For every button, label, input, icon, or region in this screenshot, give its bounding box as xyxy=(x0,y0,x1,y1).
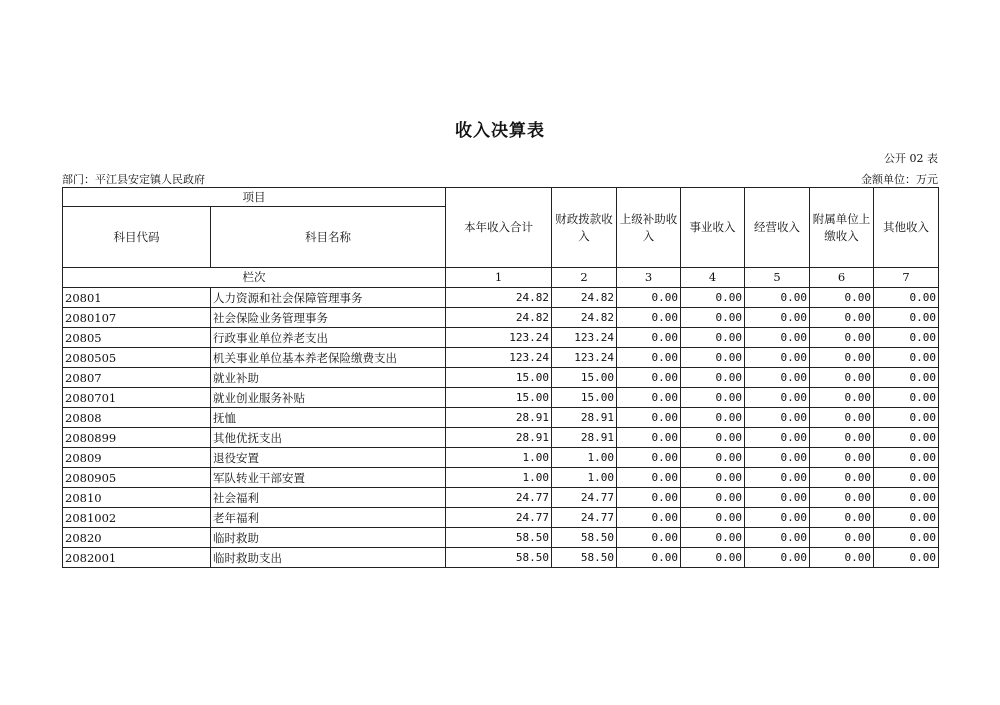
amount-cell: 1.00 xyxy=(552,448,617,468)
table-row xyxy=(63,408,939,428)
amount-cell: 0.00 xyxy=(681,288,745,308)
amount-cell: 58.50 xyxy=(552,528,617,548)
amount-cell: 0.00 xyxy=(745,328,810,348)
amount-cell: 0.00 xyxy=(874,368,939,388)
subject-code: 20810 xyxy=(63,488,211,508)
amount-cell: 0.00 xyxy=(745,528,810,548)
subject-name: 社会福利 xyxy=(211,488,446,508)
subject-name: 抚恤 xyxy=(211,408,446,428)
amount-cell: 0.00 xyxy=(810,288,874,308)
amount-cell: 28.91 xyxy=(446,408,552,428)
amount-cell: 15.00 xyxy=(446,388,552,408)
table-row xyxy=(63,548,939,568)
amount-cell: 0.00 xyxy=(745,488,810,508)
amount-cell: 0.00 xyxy=(745,288,810,308)
amount-cell: 0.00 xyxy=(810,328,874,348)
amount-cell: 0.00 xyxy=(617,408,681,428)
subject-code: 2081002 xyxy=(63,508,211,528)
subject-name: 人力资源和社会保障管理事务 xyxy=(211,288,446,308)
amount-cell: 0.00 xyxy=(745,308,810,328)
amount-cell: 0.00 xyxy=(681,468,745,488)
subject-code: 20801 xyxy=(63,288,211,308)
form-number: 公开 02 表 xyxy=(884,152,938,165)
subject-code: 20808 xyxy=(63,408,211,428)
amount-cell: 0.00 xyxy=(874,328,939,348)
amount-cell: 0.00 xyxy=(617,528,681,548)
subject-name: 就业补助 xyxy=(211,368,446,388)
table-row xyxy=(63,508,939,528)
amount-cell: 0.00 xyxy=(745,428,810,448)
amount-cell: 15.00 xyxy=(552,368,617,388)
amount-cell: 0.00 xyxy=(617,468,681,488)
col-number: 6 xyxy=(810,268,874,288)
amount-cell: 0.00 xyxy=(810,428,874,448)
amount-cell: 0.00 xyxy=(810,388,874,408)
subject-name: 其他优抚支出 xyxy=(211,428,446,448)
header-business: 事业收入 xyxy=(681,188,745,268)
amount-cell: 0.00 xyxy=(874,448,939,468)
subject-code: 2080107 xyxy=(63,308,211,328)
amount-cell: 0.00 xyxy=(874,428,939,448)
table-row xyxy=(63,448,939,468)
header-code: 科目代码 xyxy=(63,207,211,268)
amount-cell: 0.00 xyxy=(874,528,939,548)
amount-cell: 0.00 xyxy=(617,448,681,468)
amount-cell: 0.00 xyxy=(745,408,810,428)
amount-cell: 0.00 xyxy=(681,488,745,508)
amount-cell: 0.00 xyxy=(617,288,681,308)
table-row xyxy=(63,288,939,308)
income-report-table xyxy=(62,187,939,568)
amount-cell: 0.00 xyxy=(617,308,681,328)
amount-cell: 0.00 xyxy=(745,508,810,528)
amount-cell: 0.00 xyxy=(745,388,810,408)
col-number: 2 xyxy=(552,268,617,288)
subject-name: 就业创业服务补贴 xyxy=(211,388,446,408)
table-row xyxy=(63,348,939,368)
subject-code: 2080701 xyxy=(63,388,211,408)
table-row xyxy=(63,528,939,548)
amount-cell: 0.00 xyxy=(745,448,810,468)
amount-cell: 0.00 xyxy=(681,528,745,548)
col-number: 1 xyxy=(446,268,552,288)
amount-cell: 0.00 xyxy=(681,388,745,408)
header-other: 其他收入 xyxy=(874,188,939,268)
amount-cell: 0.00 xyxy=(810,348,874,368)
amount-cell: 0.00 xyxy=(681,308,745,328)
amount-cell: 24.77 xyxy=(552,488,617,508)
table-row xyxy=(63,308,939,328)
subject-code: 2080905 xyxy=(63,468,211,488)
amount-cell: 123.24 xyxy=(552,328,617,348)
amount-cell: 0.00 xyxy=(681,348,745,368)
amount-cell: 0.00 xyxy=(745,368,810,388)
amount-cell: 0.00 xyxy=(874,308,939,328)
amount-cell: 58.50 xyxy=(552,548,617,568)
amount-cell: 0.00 xyxy=(617,548,681,568)
table-row xyxy=(63,328,939,348)
amount-cell: 0.00 xyxy=(810,308,874,328)
amount-cell: 123.24 xyxy=(446,328,552,348)
table-row xyxy=(63,368,939,388)
amount-cell: 0.00 xyxy=(810,368,874,388)
col-number: 5 xyxy=(745,268,810,288)
subject-name: 机关事业单位基本养老保险缴费支出 xyxy=(211,348,446,368)
header-operating: 经营收入 xyxy=(745,188,810,268)
amount-cell: 0.00 xyxy=(681,508,745,528)
amount-cell: 0.00 xyxy=(874,508,939,528)
amount-cell: 28.91 xyxy=(446,428,552,448)
amount-cell: 15.00 xyxy=(552,388,617,408)
subject-code: 2080505 xyxy=(63,348,211,368)
table-row xyxy=(63,388,939,408)
amount-cell: 1.00 xyxy=(446,468,552,488)
amount-cell: 58.50 xyxy=(446,548,552,568)
amount-cell: 0.00 xyxy=(874,488,939,508)
amount-cell: 58.50 xyxy=(446,528,552,548)
subject-code: 2080899 xyxy=(63,428,211,448)
amount-cell: 0.00 xyxy=(617,348,681,368)
amount-cell: 24.82 xyxy=(552,308,617,328)
amount-cell: 0.00 xyxy=(810,448,874,468)
amount-cell: 15.00 xyxy=(446,368,552,388)
amount-cell: 24.77 xyxy=(552,508,617,528)
subject-name: 临时救助支出 xyxy=(211,548,446,568)
subject-code: 20820 xyxy=(63,528,211,548)
amount-cell: 0.00 xyxy=(810,508,874,528)
amount-cell: 0.00 xyxy=(617,508,681,528)
amount-cell: 24.82 xyxy=(446,288,552,308)
amount-cell: 0.00 xyxy=(810,468,874,488)
amount-cell: 123.24 xyxy=(552,348,617,368)
amount-cell: 0.00 xyxy=(681,408,745,428)
col-number: 3 xyxy=(617,268,681,288)
amount-cell: 0.00 xyxy=(681,428,745,448)
amount-cell: 0.00 xyxy=(810,408,874,428)
amount-cell: 24.77 xyxy=(446,508,552,528)
subject-code: 2082001 xyxy=(63,548,211,568)
amount-cell: 0.00 xyxy=(745,468,810,488)
amount-cell: 0.00 xyxy=(810,528,874,548)
amount-cell: 24.82 xyxy=(446,308,552,328)
amount-cell: 0.00 xyxy=(874,548,939,568)
amount-cell: 0.00 xyxy=(810,488,874,508)
amount-cell: 0.00 xyxy=(681,368,745,388)
amount-unit-label: 金额单位：万元 xyxy=(861,173,938,186)
amount-cell: 1.00 xyxy=(446,448,552,468)
header-superior: 上级补助收入 xyxy=(617,188,681,268)
amount-cell: 28.91 xyxy=(552,408,617,428)
subject-name: 行政事业单位养老支出 xyxy=(211,328,446,348)
amount-cell: 0.00 xyxy=(874,388,939,408)
subject-name: 社会保险业务管理事务 xyxy=(211,308,446,328)
amount-cell: 0.00 xyxy=(681,448,745,468)
subject-name: 军队转业干部安置 xyxy=(211,468,446,488)
table-row xyxy=(63,488,939,508)
header-project: 项目 xyxy=(63,188,446,207)
department-label: 部门：平江县安定镇人民政府 xyxy=(62,173,205,186)
amount-cell: 0.00 xyxy=(681,328,745,348)
col-number: 7 xyxy=(874,268,939,288)
header-name: 科目名称 xyxy=(211,207,446,268)
amount-cell: 123.24 xyxy=(446,348,552,368)
amount-cell: 0.00 xyxy=(681,548,745,568)
amount-cell: 0.00 xyxy=(617,428,681,448)
amount-cell: 0.00 xyxy=(874,348,939,368)
subject-name: 临时救助 xyxy=(211,528,446,548)
amount-cell: 0.00 xyxy=(810,548,874,568)
table-row xyxy=(63,468,939,488)
amount-cell: 0.00 xyxy=(874,288,939,308)
subject-code: 20805 xyxy=(63,328,211,348)
amount-cell: 0.00 xyxy=(617,388,681,408)
header-row-index: 栏次 xyxy=(63,268,446,288)
table-row xyxy=(63,428,939,448)
header-affiliate: 附属单位上缴收入 xyxy=(810,188,874,268)
amount-cell: 0.00 xyxy=(874,408,939,428)
amount-cell: 0.00 xyxy=(617,488,681,508)
subject-code: 20809 xyxy=(63,448,211,468)
amount-cell: 0.00 xyxy=(874,468,939,488)
header-fiscal: 财政拨款收入 xyxy=(552,188,617,268)
amount-cell: 0.00 xyxy=(745,548,810,568)
page-title: 收入决算表 xyxy=(455,121,545,141)
amount-cell: 0.00 xyxy=(745,348,810,368)
col-number: 4 xyxy=(681,268,745,288)
amount-cell: 1.00 xyxy=(552,468,617,488)
amount-cell: 0.00 xyxy=(617,368,681,388)
amount-cell: 24.82 xyxy=(552,288,617,308)
subject-name: 退役安置 xyxy=(211,448,446,468)
amount-cell: 0.00 xyxy=(617,328,681,348)
subject-name: 老年福利 xyxy=(211,508,446,528)
report-body xyxy=(63,288,939,568)
header-total: 本年收入合计 xyxy=(446,188,552,268)
amount-cell: 28.91 xyxy=(552,428,617,448)
amount-cell: 24.77 xyxy=(446,488,552,508)
subject-code: 20807 xyxy=(63,368,211,388)
